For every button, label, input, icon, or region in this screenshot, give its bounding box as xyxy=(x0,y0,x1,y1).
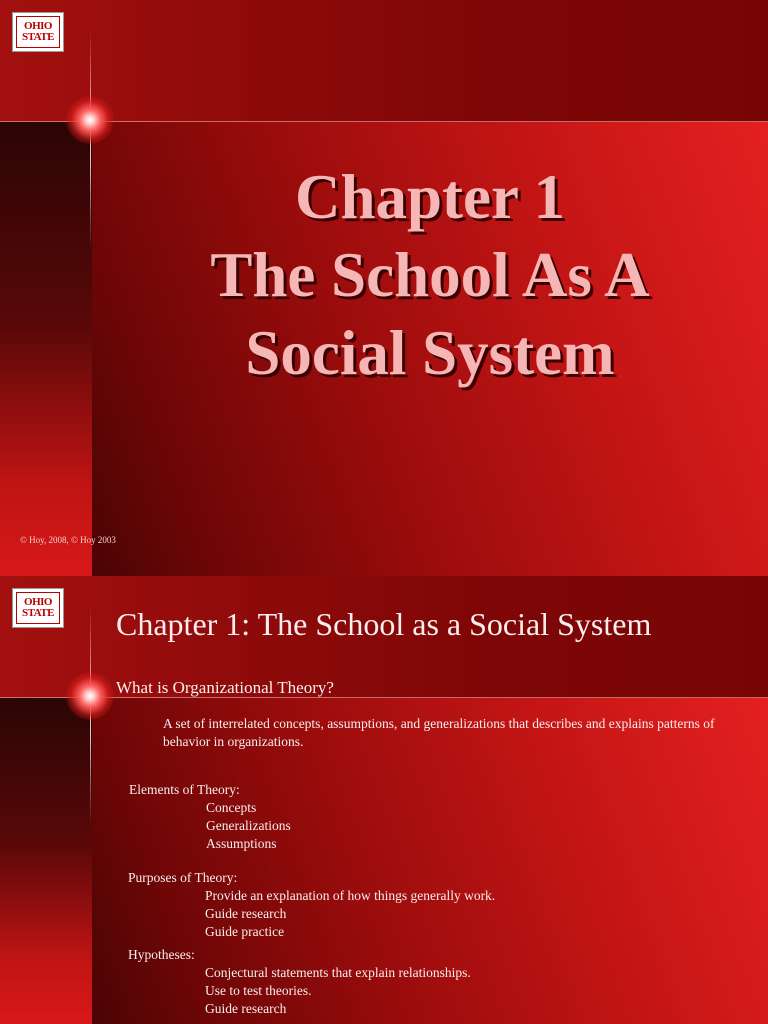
list-item: Use to test theories. xyxy=(205,983,312,998)
logo-line-1: OHIO xyxy=(24,20,52,32)
title-line-2: The School As A xyxy=(210,240,650,310)
list-item: Conjectural statements that explain relationships. xyxy=(205,965,471,980)
definition-text: A set of interrelated concepts, assumptions, and generalizations that describes and explains patterns of behavior in organizations. xyxy=(163,716,715,749)
list-item: Generalizations xyxy=(206,818,291,833)
slide-title: Chapter 1: The School as a Social System xyxy=(116,606,652,642)
list-heading: Purposes of Theory: xyxy=(128,870,238,885)
divider-line xyxy=(0,121,768,122)
logo-line-2: STATE xyxy=(22,31,54,43)
slide-title xyxy=(92,158,768,392)
list-item: Concepts xyxy=(206,800,257,815)
list-item: Guide research xyxy=(205,1001,287,1016)
logo-line-2: STATE xyxy=(22,607,54,619)
hypotheses-list xyxy=(128,946,471,1018)
left-panel xyxy=(0,122,92,576)
list-item: Guide practice xyxy=(205,924,285,939)
title-line-1: Chapter 1 xyxy=(294,162,566,232)
content-slide xyxy=(0,576,768,1024)
left-panel xyxy=(0,698,92,1024)
light-flare-icon xyxy=(66,672,114,720)
header-band xyxy=(0,0,768,122)
ohio-state-logo xyxy=(12,12,64,52)
list-item: Assumptions xyxy=(206,836,277,851)
list-heading: Hypotheses: xyxy=(128,947,195,962)
logo-line-1: OHIO xyxy=(24,596,52,608)
ohio-state-logo xyxy=(12,588,64,628)
elements-list xyxy=(129,781,291,853)
subheading: What is Organizational Theory? xyxy=(116,678,334,697)
title-line-3: Social System xyxy=(245,318,615,388)
purposes-list xyxy=(128,869,495,941)
list-heading: Elements of Theory: xyxy=(129,782,240,797)
copyright-notice: © Hoy, 2008, © Hoy 2003 xyxy=(20,535,116,545)
light-flare-icon xyxy=(66,96,114,144)
list-item: Provide an explanation of how things generally work. xyxy=(205,888,496,903)
list-item: Guide research xyxy=(205,906,287,921)
